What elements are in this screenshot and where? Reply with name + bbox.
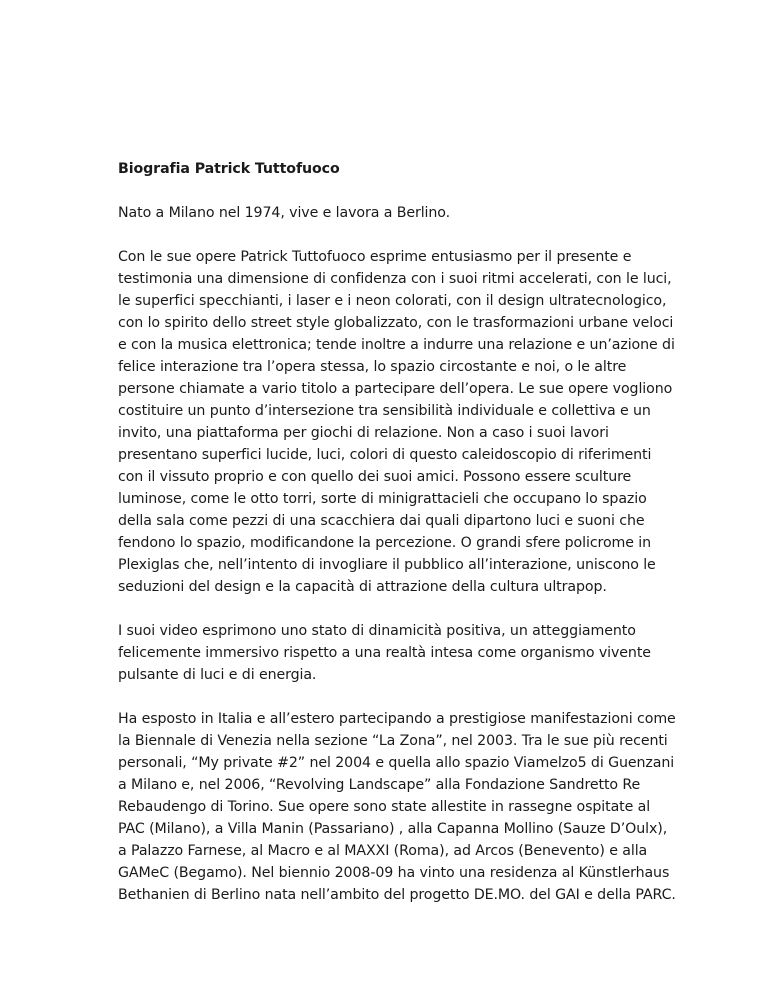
document-page (118, 158, 678, 928)
paragraph-exhibitions: Ha esposto in Italia e all’estero partecipando a prestigiose manifestazioni come la Biennale di Venezia nella sezione “La Zona”, nel 2003. Tra le sue più recenti personali, “My private #2” nel 2004 e quella allo spazio Viamelzo5 di Guenzani a Milano e, nel 2006, “Revolving Landscape” alla Fondazione Sandretto Re Rebaudengo di Torino. Sue opere sono state allestite in rassegne ospitate al PAC (Milano), a Villa Manin (Passariano) , alla Capanna Mollino (Sauze D’Oulx), a Palazzo Farnese, al Macro e al MAXXI (Roma), ad Arcos (Benevento) e alla GAMeC (Begamo). Nel biennio 2008-09 ha vinto una residenza al Künstlerhaus Bethanien di Berlino nata nell’ambito del progetto DE.MO. del GAI e della PARC. (118, 711, 676, 903)
paragraph-birth: Nato a Milano nel 1974, vive e lavora a Berlino. (118, 205, 451, 221)
paragraph-videos: I suoi video esprimono uno stato di dinamicità positiva, un atteggiamento felicemente immersivo rispetto a una realtà intesa come organismo vivente pulsante di luci e di energia. (118, 623, 651, 683)
document-title: Biografia Patrick Tuttofuoco (118, 161, 340, 177)
paragraph-works: Con le sue opere Patrick Tuttofuoco esprime entusiasmo per il presente e testimonia una dimensione di confidenza con i suoi ritmi accelerati, con le luci, le superfici specchianti, i laser e i neon colorati, con il design ultratecnologico, con lo spirito dello street style globalizzato, con le trasformazioni urbane veloci e con la musica elettronica; tende inoltre a indurre una relazione e un’azione di felice interazione tra l’opera stessa, lo spazio circostante e noi, o le altre persone chiamate a vario titolo a partecipare dell’opera. Le sue opere vogliono costituire un punto d’intersezione tra sensibilità individuale e collettiva e un invito, una piattaforma per giochi di relazione. Non a caso i suoi lavori presentano superfici lucide, luci, colori di questo caleidoscopio di riferimenti con il vissuto proprio e con quello dei suoi amici. Possono essere sculture luminose, come le otto torri, sorte di minigrattacieli che occupano lo spazio della sala come pezzi di una scacchiera dai quali dipartono luci e suoni che fendono lo spazio, modificandone la percezione. O grandi sfere policrome in Plexiglas che, nell’intento di invogliare il pubblico all’interazione, uniscono le seduzioni del design e la capacità di attrazione della cultura ultrapop. (118, 249, 675, 595)
